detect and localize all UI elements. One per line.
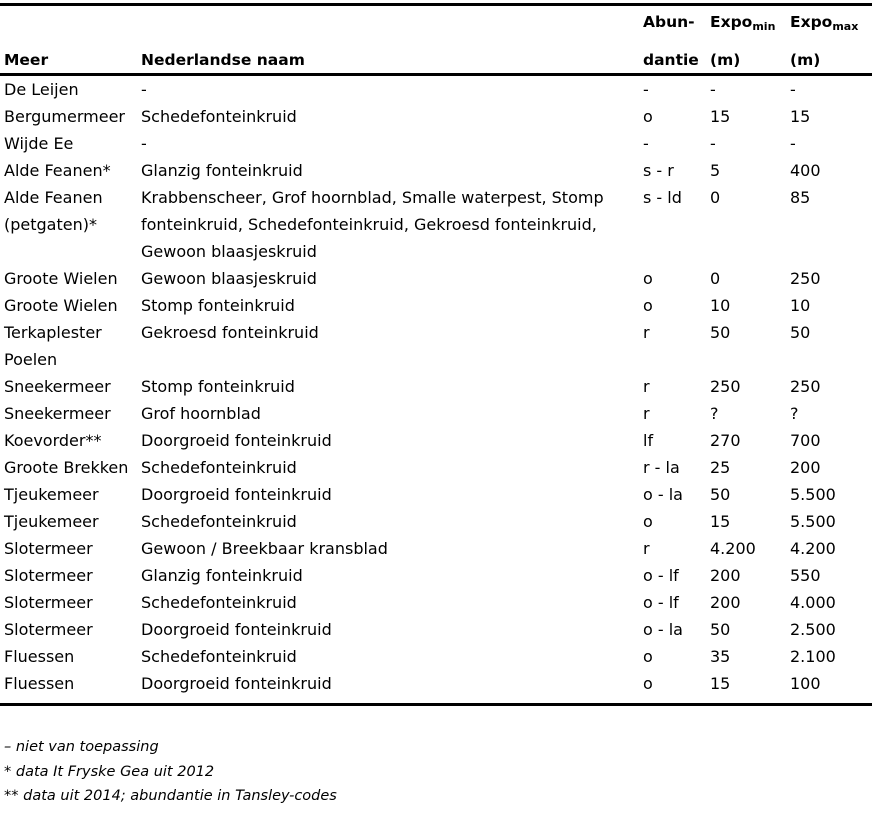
cell-nederlandse-naam: Grof hoornblad	[141, 404, 261, 423]
cell-nederlandse-naam: Gewoon / Breekbaar kransblad	[141, 539, 388, 558]
footnote-double-star: ** data uit 2014; abundantie in Tansley-codes	[4, 788, 337, 804]
cell-abundantie: o - lf	[643, 566, 679, 585]
header-abundantie-line1: Abun-	[643, 13, 695, 31]
cell-expo-min: 0	[710, 269, 721, 288]
cell-expo-max: 2.100	[790, 647, 836, 666]
cell-expo-max: 15	[790, 107, 811, 126]
cell-nederlandse-naam: Doorgroeid fonteinkruid	[141, 431, 332, 450]
cell-expo-max: -	[790, 134, 796, 153]
cell-expo-max: 5.500	[790, 512, 836, 531]
cell-expo-max: 85	[790, 188, 811, 207]
table-bottom-rule	[0, 703, 872, 706]
cell-expo-min: 200	[710, 593, 741, 612]
cell-meer: Slotermeer	[4, 593, 93, 612]
header-nederlandse-naam: Nederlandse naam	[141, 51, 305, 69]
cell-expo-min: 250	[710, 377, 741, 396]
cell-meer: Terkaplester Poelen	[4, 323, 102, 369]
cell-meer: Slotermeer	[4, 620, 93, 639]
cell-expo-min: 270	[710, 431, 741, 450]
cell-meer: Alde Feanen (petgaten)*	[4, 188, 103, 234]
cell-expo-min: 5	[710, 161, 721, 180]
footnote-na: – niet van toepassing	[4, 739, 159, 755]
footnote-single-star: * data It Fryske Gea uit 2012	[4, 763, 215, 780]
cell-expo-max: 550	[790, 566, 821, 585]
table-row	[0, 76, 872, 103]
table-row	[0, 562, 872, 589]
cell-meer: Groote Wielen	[4, 296, 118, 315]
header-expo-max-sub: max	[832, 20, 859, 33]
cell-meer: Groote Brekken	[4, 458, 129, 477]
cell-expo-min: 0	[710, 188, 721, 207]
cell-abundantie: o - la	[643, 485, 683, 504]
cell-abundantie: o	[643, 107, 653, 126]
cell-nederlandse-naam: -	[141, 80, 147, 99]
cell-expo-max: 400	[790, 161, 821, 180]
table-row	[0, 292, 872, 319]
cell-expo-min: 10	[710, 296, 731, 315]
cell-abundantie: r - la	[643, 458, 680, 477]
cell-meer: Fluessen	[4, 674, 75, 693]
cell-expo-max: -	[790, 80, 796, 99]
table-row	[0, 616, 872, 643]
cell-expo-max: 2.500	[790, 620, 836, 639]
cell-meer: Slotermeer	[4, 566, 93, 585]
cell-abundantie: o - la	[643, 620, 683, 639]
cell-abundantie: lf	[643, 431, 654, 450]
cell-abundantie: o	[643, 647, 653, 666]
footnotes	[4, 735, 337, 809]
cell-meer: Sneekermeer	[4, 404, 111, 423]
cell-abundantie: -	[643, 80, 649, 99]
cell-expo-max: 5.500	[790, 485, 836, 504]
cell-nederlandse-naam: Krabbenscheer, Grof hoornblad, Smalle waterpest, Stomp fonteinkruid, Schedefonteinkruid, Gekroesd fonteinkruid, Gewoon blaasjeskruid	[141, 188, 604, 261]
header-expo-min-unit: (m)	[710, 51, 741, 69]
cell-expo-max: 100	[790, 674, 821, 693]
table-row	[0, 508, 872, 535]
header-expo-max-unit: (m)	[790, 51, 821, 69]
cell-expo-max: 10	[790, 296, 811, 315]
cell-expo-max: 4.000	[790, 593, 836, 612]
cell-expo-min: 50	[710, 620, 731, 639]
table-row	[0, 589, 872, 616]
cell-abundantie: o	[643, 269, 653, 288]
cell-expo-min: 15	[710, 107, 731, 126]
header-expo-min	[710, 13, 775, 31]
table-row	[0, 535, 872, 562]
cell-meer: Koevorder**	[4, 431, 102, 450]
cell-nederlandse-naam: Gewoon blaasjeskruid	[141, 269, 317, 288]
cell-abundantie: s - r	[643, 161, 674, 180]
cell-expo-max: 250	[790, 377, 821, 396]
cell-abundantie: o	[643, 674, 653, 693]
cell-expo-min: 4.200	[710, 539, 756, 558]
table-row	[0, 319, 872, 373]
cell-nederlandse-naam: -	[141, 134, 147, 153]
cell-meer: Bergumermeer	[4, 107, 125, 126]
table-row	[0, 373, 872, 400]
table-top-rule	[0, 3, 872, 6]
cell-abundantie: o	[643, 512, 653, 531]
cell-expo-min: -	[710, 80, 716, 99]
cell-expo-min: 15	[710, 674, 731, 693]
table-body	[0, 76, 872, 697]
cell-expo-min: ?	[710, 404, 719, 423]
cell-abundantie: r	[643, 377, 650, 396]
cell-meer: Alde Feanen*	[4, 161, 111, 180]
cell-nederlandse-naam: Glanzig fonteinkruid	[141, 566, 303, 585]
cell-meer: Slotermeer	[4, 539, 93, 558]
cell-meer: Wijde Ee	[4, 134, 74, 153]
cell-abundantie: r	[643, 323, 650, 342]
header-expo-max	[790, 13, 858, 31]
cell-nederlandse-naam: Gekroesd fonteinkruid	[141, 323, 319, 342]
table-row	[0, 103, 872, 130]
table-row	[0, 643, 872, 670]
cell-expo-min: -	[710, 134, 716, 153]
cell-meer: Fluessen	[4, 647, 75, 666]
cell-expo-min: 25	[710, 458, 731, 477]
cell-abundantie: r	[643, 539, 650, 558]
cell-expo-max: 700	[790, 431, 821, 450]
cell-nederlandse-naam: Stomp fonteinkruid	[141, 377, 295, 396]
cell-expo-max: ?	[790, 404, 799, 423]
cell-abundantie: -	[643, 134, 649, 153]
header-expo-max-base: Expo	[790, 13, 833, 31]
cell-expo-max: 250	[790, 269, 821, 288]
header-abundantie-line2: dantie	[643, 51, 699, 69]
table-row	[0, 400, 872, 427]
cell-abundantie: o - lf	[643, 593, 679, 612]
cell-meer: Tjeukemeer	[4, 485, 99, 504]
cell-nederlandse-naam: Schedefonteinkruid	[141, 458, 297, 477]
table-row	[0, 184, 872, 265]
cell-nederlandse-naam: Schedefonteinkruid	[141, 593, 297, 612]
cell-nederlandse-naam: Doorgroeid fonteinkruid	[141, 485, 332, 504]
cell-expo-max: 200	[790, 458, 821, 477]
table-row	[0, 130, 872, 157]
cell-expo-max: 50	[790, 323, 811, 342]
cell-expo-min: 35	[710, 647, 731, 666]
header-meer: Meer	[4, 51, 49, 69]
cell-abundantie: r	[643, 404, 650, 423]
cell-expo-min: 50	[710, 323, 731, 342]
cell-nederlandse-naam: Schedefonteinkruid	[141, 647, 297, 666]
table-row	[0, 427, 872, 454]
cell-meer: Tjeukemeer	[4, 512, 99, 531]
cell-expo-min: 50	[710, 485, 731, 504]
cell-nederlandse-naam: Schedefonteinkruid	[141, 107, 297, 126]
cell-nederlandse-naam: Stomp fonteinkruid	[141, 296, 295, 315]
header-expo-min-sub: min	[752, 20, 776, 33]
table-row	[0, 670, 872, 697]
table-row	[0, 481, 872, 508]
table-row	[0, 454, 872, 481]
cell-nederlandse-naam: Doorgroeid fonteinkruid	[141, 620, 332, 639]
cell-meer: Sneekermeer	[4, 377, 111, 396]
cell-nederlandse-naam: Schedefonteinkruid	[141, 512, 297, 531]
header-expo-min-base: Expo	[710, 13, 753, 31]
cell-expo-max: 4.200	[790, 539, 836, 558]
cell-nederlandse-naam: Doorgroeid fonteinkruid	[141, 674, 332, 693]
cell-abundantie: o	[643, 296, 653, 315]
cell-meer: Groote Wielen	[4, 269, 118, 288]
table-row	[0, 157, 872, 184]
cell-abundantie: s - ld	[643, 188, 682, 207]
cell-nederlandse-naam: Glanzig fonteinkruid	[141, 161, 303, 180]
cell-meer: De Leijen	[4, 80, 79, 99]
cell-expo-min: 15	[710, 512, 731, 531]
table-row	[0, 265, 872, 292]
cell-expo-min: 200	[710, 566, 741, 585]
